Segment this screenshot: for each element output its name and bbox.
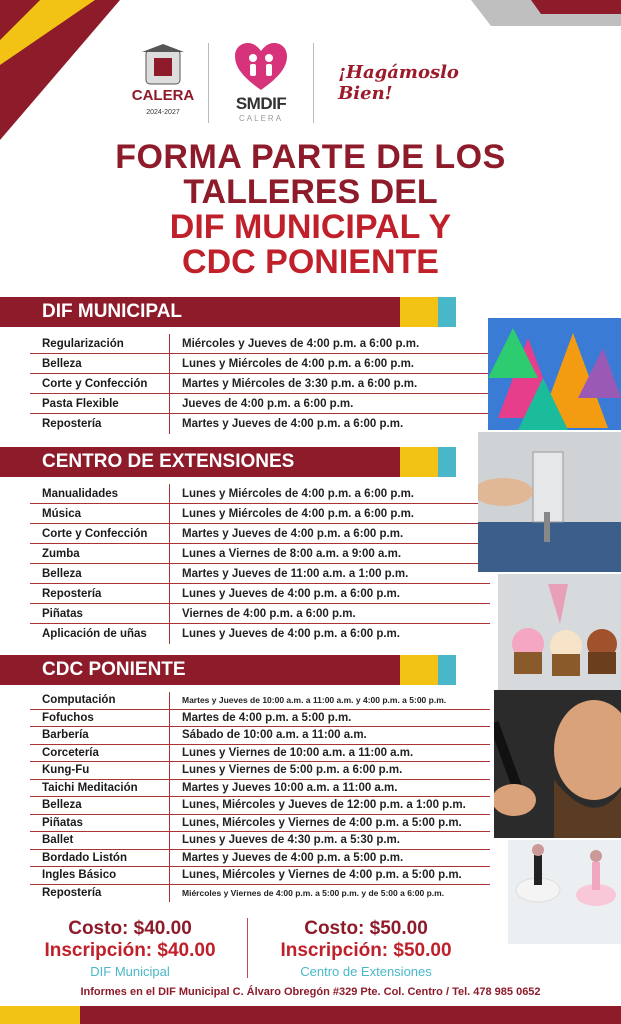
bottom-band (0, 1006, 621, 1024)
title-line-2: TALLERES DEL (183, 173, 438, 211)
table-row (30, 867, 490, 885)
workshop-schedule: Lunes y Jueves de 4:00 p.m. a 6:00 p.m. (182, 587, 400, 600)
table-row (30, 832, 490, 850)
table-row (30, 762, 490, 780)
workshop-schedule: Lunes y Miércoles de 4:00 p.m. a 6:00 p.m. (182, 357, 415, 370)
svg-text:2024-2027: 2024-2027 (146, 109, 180, 116)
blue-accent (438, 447, 456, 477)
barber-photo (494, 690, 621, 838)
cost-value: Costo: $40.00 (68, 918, 192, 939)
inscription-value: Inscripción: $40.00 (44, 940, 216, 961)
workshop-schedule: Martes y Miércoles de 3:30 p.m. a 6:00 p.m. (182, 377, 418, 390)
inscription-value: Inscripción: $50.00 (280, 940, 452, 961)
workshop-name: Ballet (30, 832, 170, 849)
ballet-photo (508, 840, 621, 944)
footer-info: Informes en el DIF Municipal C. Álvaro Obregón #329 Pte. Col. Centro / Tel. 478 985 0652 (80, 986, 541, 998)
workshop-schedule: Lunes y Jueves de 4:30 p.m. a 5:30 p.m. (182, 834, 400, 847)
workshop-name: Repostería (30, 584, 170, 603)
table-row (30, 745, 490, 763)
cupcakes-photo (498, 574, 621, 690)
table-row (30, 624, 490, 644)
yellow-accent (400, 297, 438, 327)
workshop-name: Belleza (30, 797, 170, 814)
workshop-name: Regularización (30, 334, 170, 353)
table-row (30, 544, 490, 564)
table-row (30, 797, 490, 815)
workshop-name: Pasta Flexible (30, 394, 170, 413)
table-row (30, 394, 490, 414)
family-heart-icon (233, 42, 289, 94)
workshop-name: Repostería (30, 885, 170, 903)
smdif-logo (219, 42, 303, 124)
workshop-schedule: Martes y Jueves 10:00 a.m. a 11:00 a.m. (182, 781, 398, 794)
page-title (0, 140, 621, 280)
workshop-schedule: Lunes, Miércoles y Jueves de 12:00 p.m. a 1:00 p.m. (182, 799, 466, 812)
workshop-schedule: Martes y Jueves de 4:00 p.m. a 5:00 p.m. (182, 851, 404, 864)
table-row (30, 885, 490, 903)
section-label: DIF MUNICIPAL (42, 301, 183, 322)
table-row (30, 850, 490, 868)
workshop-schedule: Sábado de 10:00 a.m. a 11:00 a.m. (182, 729, 367, 742)
workshop-name: Belleza (30, 564, 170, 583)
cost-divider (247, 918, 248, 978)
title-line-1: FORMA PARTE DE LOS (115, 138, 506, 176)
table-row (30, 504, 490, 524)
sewing-machine-photo (478, 432, 621, 572)
table-row (30, 584, 490, 604)
workshop-name: Aplicación de uñas (30, 624, 170, 644)
workshop-schedule: Lunes y Viernes de 10:00 a.m. a 11:00 a.m. (182, 746, 414, 759)
section-centro-extensiones (30, 447, 456, 477)
workshop-schedule: Martes de 4:00 p.m. a 5:00 p.m. (182, 711, 352, 724)
table-row (30, 354, 490, 374)
table-row (30, 414, 490, 434)
table-row (30, 564, 490, 584)
workshop-name: Zumba (30, 544, 170, 563)
workshop-schedule: Lunes, Miércoles y Viernes de 4:00 p.m. a 5:00 p.m. (182, 816, 462, 829)
header-divider (313, 43, 314, 123)
table-row (30, 334, 490, 354)
workshop-schedule: Lunes a Viernes de 8:00 a.m. a 9:00 a.m. (182, 547, 402, 560)
centro-extensiones-table (30, 484, 490, 644)
table-row (30, 815, 490, 833)
header-divider (208, 43, 209, 123)
cost-dif-municipal (20, 918, 240, 979)
pinatas-photo (488, 318, 621, 430)
cost-centro-extensiones (256, 918, 476, 979)
workshop-name: Ingles Básico (30, 867, 170, 884)
table-row (30, 604, 490, 624)
svg-text:CALERA: CALERA (131, 87, 195, 104)
workshop-name: Kung-Fu (30, 762, 170, 779)
table-row (30, 524, 490, 544)
workshop-schedule: Jueves de 4:00 p.m. a 6:00 p.m. (182, 397, 354, 410)
yellow-accent (400, 447, 438, 477)
workshop-name: Taichi Meditación (30, 780, 170, 797)
workshop-schedule: Lunes y Miércoles de 4:00 p.m. a 6:00 p.m. (182, 507, 415, 520)
yellow-accent (400, 655, 438, 685)
table-row (30, 484, 490, 504)
table-row (30, 710, 490, 728)
workshop-name: Bordado Listón (30, 850, 170, 867)
workshop-name: Música (30, 504, 170, 523)
smdif-name: SMDIF (235, 94, 287, 113)
workshop-name: Piñatas (30, 815, 170, 832)
calera-seal-logo (128, 44, 198, 122)
table-row (30, 780, 490, 798)
title-line-4: CDC PONIENTE (182, 243, 439, 281)
workshop-schedule: Viernes de 4:00 p.m. a 6:00 p.m. (182, 607, 356, 620)
workshop-schedule: Martes y Jueves de 4:00 p.m. a 6:00 p.m. (182, 527, 404, 540)
cdc-poniente-table (30, 692, 490, 902)
blue-accent (438, 297, 456, 327)
smdif-sub: CALERA (239, 114, 284, 123)
workshop-name: Corcetería (30, 745, 170, 762)
corner-decoration-right (471, 0, 621, 26)
table-row (30, 692, 490, 710)
table-row (30, 727, 490, 745)
workshop-schedule: Lunes y Jueves de 4:00 p.m. a 6:00 p.m. (182, 628, 400, 640)
cost-place: DIF Municipal (90, 964, 170, 979)
section-label: CENTRO DE EXTENSIONES (42, 451, 295, 472)
section-cdc-poniente (30, 655, 456, 685)
workshop-schedule: Lunes, Miércoles y Viernes de 4:00 p.m. a 5:00 p.m. (182, 869, 462, 882)
workshop-schedule: Martes y Jueves de 4:00 p.m. a 6:00 p.m. (182, 418, 404, 430)
workshop-name: Belleza (30, 354, 170, 373)
workshop-name: Fofuchos (30, 710, 170, 727)
workshop-name: Repostería (30, 414, 170, 434)
cost-value: Costo: $50.00 (304, 918, 428, 939)
section-label: CDC PONIENTE (42, 659, 186, 680)
workshop-schedule: Martes y Jueves de 10:00 a.m. a 11:00 a.m. y 4:00 p.m. a 5:00 p.m. (182, 695, 447, 706)
workshop-schedule: Miércoles y Jueves de 4:00 p.m. a 6:00 p.m. (182, 337, 420, 350)
section-dif-municipal (30, 297, 456, 327)
workshop-name: Corte y Confección (30, 524, 170, 543)
workshop-name: Barbería (30, 727, 170, 744)
slogan: ¡Hagámoslo Bien! (338, 62, 459, 104)
workshop-schedule: Lunes y Miércoles de 4:00 p.m. a 6:00 p.m. (182, 487, 415, 500)
header (128, 40, 508, 126)
dif-municipal-table (30, 334, 490, 434)
cost-place: Centro de Extensiones (300, 964, 432, 979)
workshop-name: Computación (30, 692, 170, 709)
title-line-3: DIF MUNICIPAL Y (169, 208, 452, 246)
workshop-name: Piñatas (30, 604, 170, 623)
workshop-schedule: Miércoles y Viernes de 4:00 p.m. a 5:00 p.m. y de 5:00 a 6:00 p.m. (182, 888, 445, 899)
workshop-schedule: Martes y Jueves de 11:00 a.m. a 1:00 p.m. (182, 567, 409, 580)
blue-accent (438, 655, 456, 685)
corner-decoration-left (0, 0, 120, 140)
workshop-name: Corte y Confección (30, 374, 170, 393)
table-row (30, 374, 490, 394)
workshop-schedule: Lunes y Viernes de 5:00 p.m. a 6:00 p.m. (182, 764, 403, 777)
workshop-name: Manualidades (30, 484, 170, 503)
